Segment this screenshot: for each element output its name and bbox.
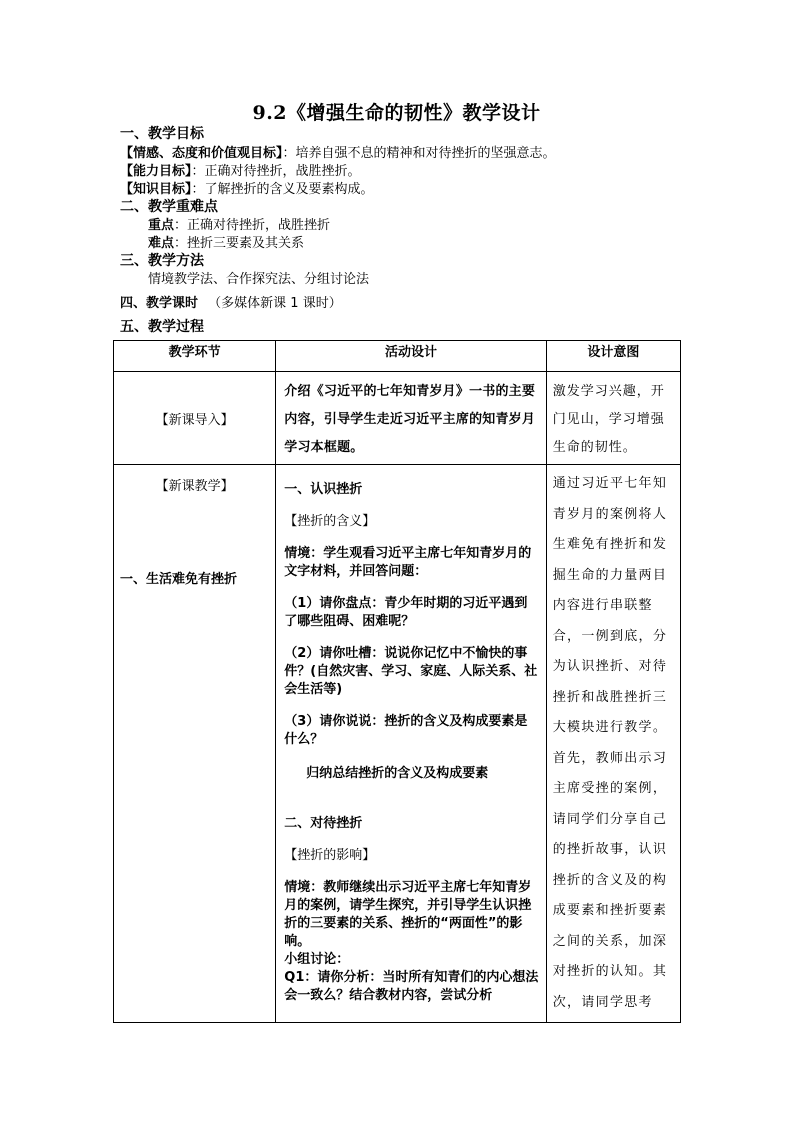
table-row (114, 372, 681, 465)
difficulty-point (148, 235, 304, 252)
knowledge-objective-text: ：了解挫折的含义及要素构成。 (191, 182, 374, 197)
activity-section-2: 二、对待挫折 (284, 816, 363, 831)
difficulty-label: 难点 (148, 236, 175, 251)
activity-section-1: 一、认识挫折 (284, 482, 363, 497)
stage-cell-intro: 【新课导入】 (114, 372, 276, 465)
focus-point (148, 217, 330, 234)
emotion-objective (120, 145, 556, 162)
difficulty-text: ：挫折三要素及其关系 (174, 236, 305, 251)
intent-teaching-text: 通过习近平七年知青岁月的案例将人生难免有挫折和发掘生命的力量两目内容进行串联整合，一例到底，分为认识挫折、对待挫折和战胜挫折三大模块进行教学。首先，教师出示习主席受挫的案例，请同学们分享自己的挫折故事，认识挫折的含义及的构成要素和挫折要素之间的关系，加深对挫折的认知。其次，请同学思考 (552, 476, 668, 1010)
stage-life-setbacks: 一、生活难免有挫折 (120, 572, 238, 587)
hours-line (120, 295, 342, 312)
activity-question-1: （1）请你盘点：青少年时期的习近平遇到了哪些阻碍、困难呢？ (284, 596, 528, 629)
intent-cell-teaching (546, 465, 680, 1023)
knowledge-objective (120, 181, 374, 198)
teaching-process-table (113, 340, 681, 1023)
activity-discussion-q1: Q1：请你分析：当时所有知青们的内心想法会一致么？结合教材内容，尝试分析 (284, 970, 539, 1003)
activity-scenario-2: 情境：教师继续出示习近平主席七年知青岁月的案例，请学生探究，并引导学生认识挫折的三要素的关系、挫折的“两面性”的影响。 (284, 880, 532, 949)
header-intent: 设计意图 (546, 341, 680, 372)
emotion-objective-text: ：培养自强不息的精神和对待挫折的坚强意志。 (282, 146, 556, 161)
activity-question-3: （3）请你说说：挫折的含义及构成要素是什么？ (284, 714, 528, 747)
key-points-heading: 二、教学重难点 (120, 199, 218, 215)
activity-scenario-1: 情境：学生观看习近平主席七年知青岁月的文字材料，并回答问题： (284, 546, 532, 579)
ability-objective (120, 163, 361, 180)
header-stage: 教学环节 (114, 341, 276, 372)
methods-text: 情境教学法、合作探究法、分组讨论法 (148, 272, 370, 287)
stage-cell-teaching (114, 465, 276, 1023)
ability-objective-text: ：正确对待挫折，战胜挫折。 (191, 164, 361, 179)
header-activity: 活动设计 (276, 341, 546, 372)
hours-label: 四、教学课时 (120, 296, 199, 311)
table-header-row (114, 341, 681, 372)
ability-objective-label: 【能力目标】 (120, 164, 192, 179)
stage-new-lesson: 【新课教学】 (155, 479, 234, 494)
table-row (114, 465, 681, 1023)
focus-label: 重点 (148, 218, 175, 233)
activity-subsection-meaning: 【挫折的含义】 (284, 514, 376, 529)
intent-intro-text: 激发学习兴趣，开门见山，学习增强生命的韧性。 (552, 384, 665, 455)
emotion-objective-label: 【情感、态度和价值观目标】 (120, 146, 283, 161)
focus-text: ：正确对待挫折，战胜挫折 (174, 218, 331, 233)
methods-heading: 三、教学方法 (120, 253, 204, 269)
objectives-heading: 一、教学目标 (120, 126, 204, 142)
activity-content (276, 481, 545, 1005)
activity-cell-intro (276, 372, 546, 465)
activity-intro-text: 介绍《习近平的七年知青岁月》一书的主要内容，引导学生走近习近平主席的知青岁月学习本框题。 (284, 384, 536, 455)
activity-summary: 归纳总结挫折的含义及构成要素 (306, 766, 489, 781)
hours-text: （多媒体新课 1 课时） (208, 296, 342, 311)
activity-question-2: （2）请你吐槽：说说你记忆中不愉快的事件？(自然灾害、学习、家庭、人际关系、社会生活等) (284, 646, 538, 697)
page-title: 9.2《增强生命的韧性》教学设计 (252, 102, 541, 124)
activity-group-discussion: 小组讨论： (284, 952, 350, 967)
process-heading: 五、教学过程 (120, 319, 204, 335)
knowledge-objective-label: 【知识目标】 (120, 182, 192, 197)
intent-cell-intro (546, 372, 680, 465)
activity-cell-teaching (276, 465, 546, 1023)
activity-subsection-impact: 【挫折的影响】 (284, 848, 376, 863)
